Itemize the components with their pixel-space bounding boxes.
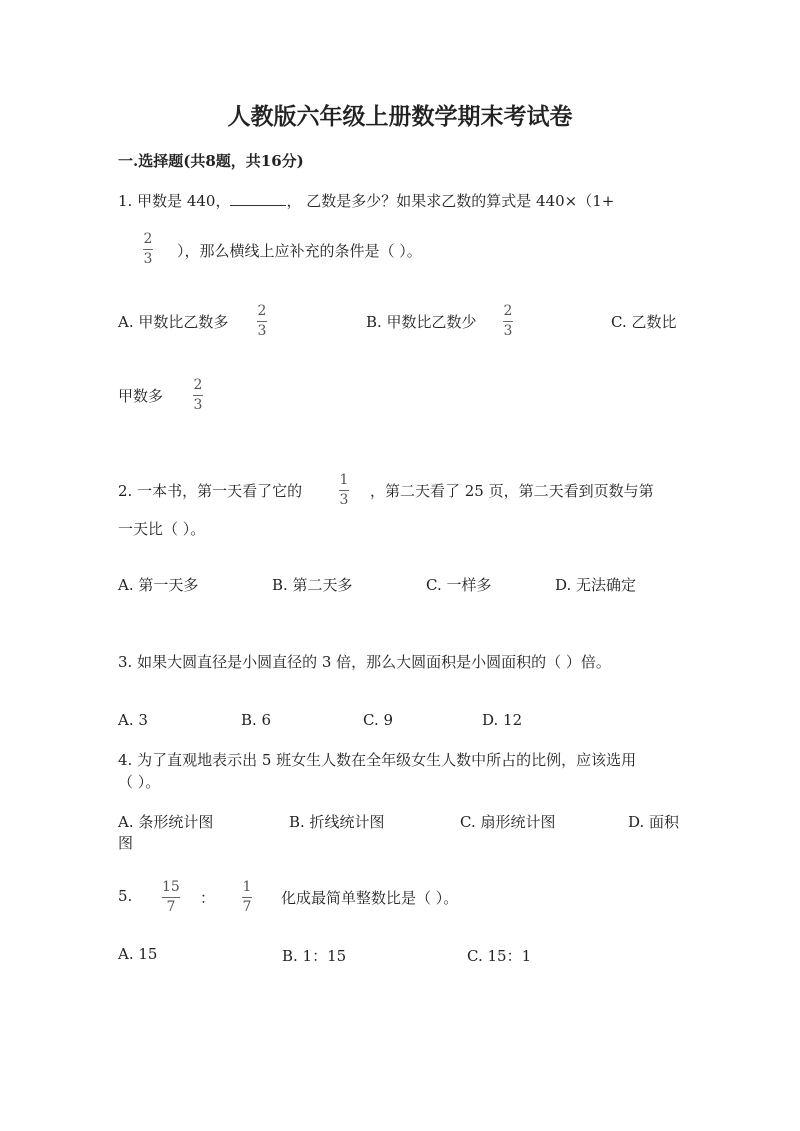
q1-option-a: A. 甲数比乙数多 <box>118 313 229 331</box>
q1-option-a-denominator: 3 <box>257 323 267 339</box>
q5-frac1-numerator: 15 <box>162 879 180 895</box>
q4-option-d-continued: 图 <box>118 834 134 852</box>
q5-frac2-numerator: 1 <box>242 879 252 895</box>
q3-option-b: B. 6 <box>241 711 272 729</box>
page-title: 人教版六年级上册数学期末考试卷 <box>227 103 573 130</box>
q1-option-c-numerator: 2 <box>193 377 203 393</box>
q4-line2: （ ）。 <box>118 773 161 791</box>
q5-text: 化成最简单整数比是（ ）。 <box>281 889 459 907</box>
q2-option-b: B. 第二天多 <box>272 576 353 594</box>
q5-option-a: A. 15 <box>118 945 158 963</box>
q4-option-c: C. 扇形统计图 <box>460 813 556 831</box>
q5-fraction-2 <box>242 880 252 915</box>
q2-option-d: D. 无法确定 <box>555 576 637 594</box>
q1-option-b-denominator: 3 <box>503 323 513 339</box>
q4-option-a: A. 条形统计图 <box>118 813 214 831</box>
q1-option-b-fraction <box>503 304 513 339</box>
q3-option-c: C. 9 <box>363 711 394 729</box>
q1-option-c: C. 乙数比 <box>611 313 677 331</box>
q5-option-c: C. 15：1 <box>467 947 532 965</box>
q2-option-a: A. 第一天多 <box>118 576 199 594</box>
q5-option-b: B. 1：15 <box>282 947 347 965</box>
q3-option-d: D. 12 <box>482 711 523 729</box>
q1-fraction <box>143 232 153 267</box>
q5-frac1-denominator: 7 <box>166 899 176 915</box>
q2-line1-start: 2. 一本书，第一天看了它的 <box>118 482 303 500</box>
q1-option-b-numerator: 2 <box>503 303 513 319</box>
q1-line1-start: 1. 甲数是 440， <box>118 192 231 210</box>
q1-option-b: B. 甲数比乙数少 <box>366 313 477 331</box>
q5-fraction-1 <box>162 880 180 915</box>
q4-option-b: B. 折线统计图 <box>289 813 385 831</box>
q1-option-a-fraction <box>257 304 267 339</box>
q5-frac2-denominator: 7 <box>242 899 252 915</box>
q2-option-c: C. 一样多 <box>426 576 492 594</box>
q2-fraction <box>339 473 349 508</box>
q3-line1: 3. 如果大圆直径是小圆直径的 3 倍，那么大圆面积是小圆面积的（ ）倍。 <box>118 653 611 671</box>
q5-number: 5. <box>118 887 133 905</box>
q1-option-a-numerator: 2 <box>257 303 267 319</box>
q2-frac-denominator: 3 <box>339 492 349 508</box>
q1-line2: ），那么横线上应补充的条件是（ ）。 <box>177 242 422 260</box>
q5-colon: ： <box>200 889 216 907</box>
q2-frac-numerator: 1 <box>339 472 349 488</box>
q1-option-c-continued: 甲数多 <box>118 387 164 405</box>
q4-line1: 4. 为了直观地表示出 5 班女生人数在全年级女生人数中所占的比例，应该选用 <box>118 751 637 769</box>
q1-answer-blank <box>230 191 286 206</box>
q3-option-a: A. 3 <box>118 711 148 729</box>
q1-frac-denominator: 3 <box>143 251 153 267</box>
q1-option-c-fraction <box>193 378 203 413</box>
section-heading: 一.选择题(共8题，共16分) <box>118 152 304 170</box>
q1-line1-end: ， 乙数是多少？如果求乙数的算式是 440×（1+ <box>286 192 615 210</box>
q1-frac-numerator: 2 <box>143 231 153 247</box>
q1-line1 <box>118 190 614 211</box>
q2-line2: 一天比（ ）。 <box>118 520 206 538</box>
q2-line1-end: ，第二天看了 25 页，第二天看到页数与第 <box>370 482 654 500</box>
q1-option-c-denominator: 3 <box>193 397 203 413</box>
q4-option-d: D. 面积 <box>628 813 680 831</box>
